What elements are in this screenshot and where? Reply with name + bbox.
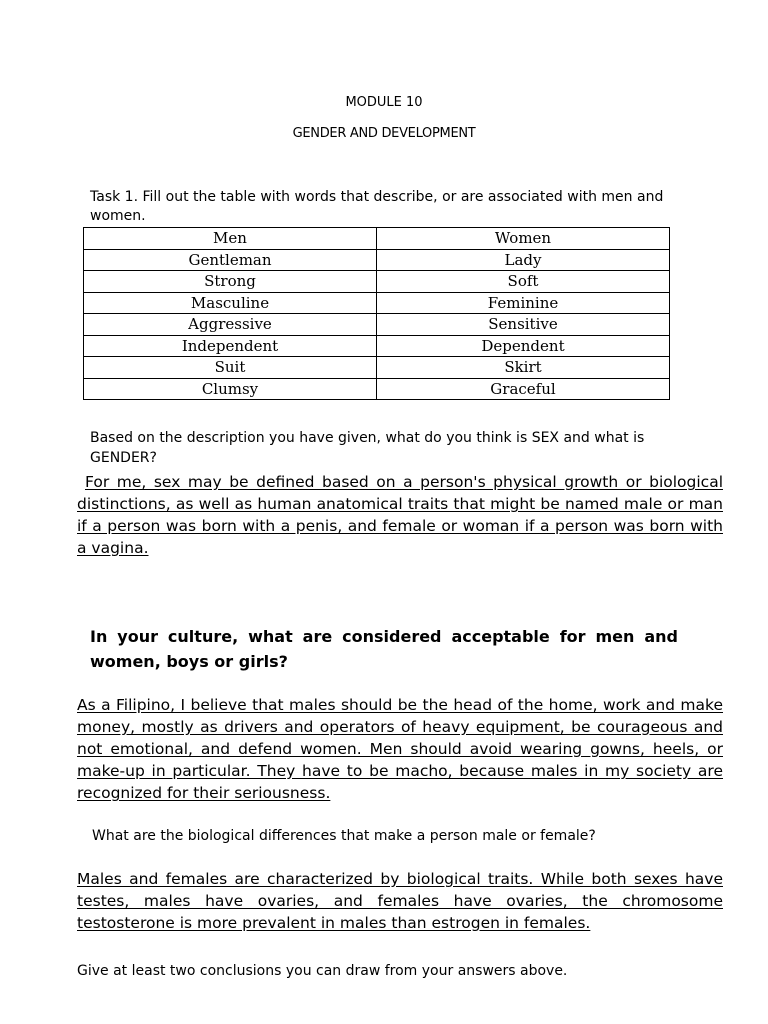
men-cell: Suit (84, 357, 377, 379)
question-biological-differences: What are the biological differences that make a person male or female? (92, 828, 596, 844)
women-cell: Soft (377, 271, 670, 293)
men-women-table (83, 227, 670, 400)
men-cell: Strong (84, 271, 377, 293)
question-culture: In your culture, what are considered acceptable for men and women, boys or girls? (90, 627, 678, 671)
women-cell: Sensitive (377, 314, 670, 336)
table-row (84, 249, 670, 271)
table-row (84, 314, 670, 336)
women-cell: Dependent (377, 335, 670, 357)
task-instruction: Task 1. Fill out the table with words that describe, or are associated with men and women. (90, 189, 664, 224)
question-conclusions: Give at least two conclusions you can draw from your answers above. (77, 963, 568, 979)
answer-biological-differences: Males and females are characterized by biological traits. While both sexes have testes, males have ovaries, and females have ovaries, the chromosome testosterone is more prevalent in males than estrogen in females. (77, 870, 723, 932)
women-cell: Lady (377, 249, 670, 271)
table-row (84, 271, 670, 293)
table-row (84, 335, 670, 357)
men-cell: Aggressive (84, 314, 377, 336)
women-cell: Graceful (377, 378, 670, 400)
module-title: MODULE 10 (345, 95, 423, 110)
column-header-women: Women (377, 228, 670, 250)
women-cell: Skirt (377, 357, 670, 379)
column-header-men: Men (84, 228, 377, 250)
answer-culture: As a Filipino, I believe that males should be the head of the home, work and make money, mostly as drivers and operators of heavy equipment, be courageous and not emotional, and defend women. Men should avoid wearing gowns, heels, or make-up in particular. They have to be macho, because males in my society are recognized for their seriousness. (77, 696, 723, 802)
question-sex-gender: Based on the description you have given, what do you think is SEX and what is GENDER? (90, 430, 645, 466)
table-row (84, 292, 670, 314)
men-cell: Masculine (84, 292, 377, 314)
men-cell: Independent (84, 335, 377, 357)
women-cell: Feminine (377, 292, 670, 314)
table-header-row (84, 228, 670, 250)
table-row (84, 357, 670, 379)
answer-sex-gender: For me, sex may be defined based on a person's physical growth or biological distinctions, as well as human anatomical traits that might be named male or man if a person was born with a penis, and female or woman if a person was born with a vagina. (77, 473, 723, 557)
men-cell: Gentleman (84, 249, 377, 271)
table-row (84, 378, 670, 400)
men-cell: Clumsy (84, 378, 377, 400)
module-subtitle: GENDER AND DEVELOPMENT (292, 126, 476, 141)
